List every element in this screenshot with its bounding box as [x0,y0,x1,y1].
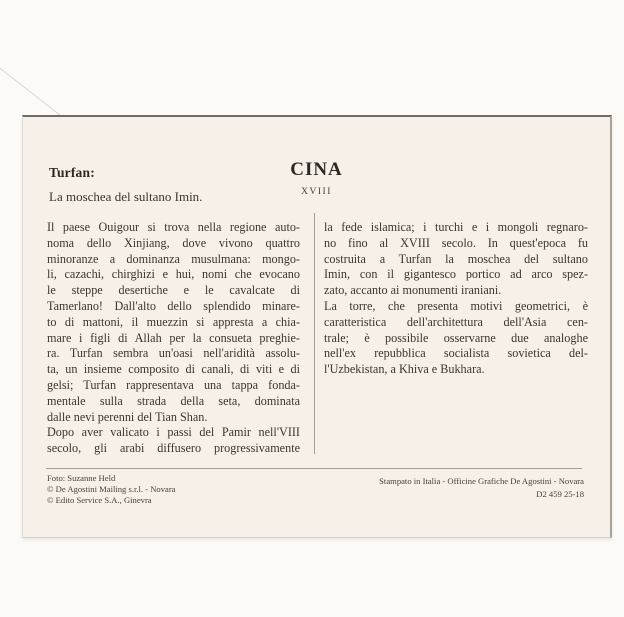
century-label: XVIII [301,187,332,197]
country-title: CINA [290,159,343,180]
footer-rule [46,468,582,469]
text-line: Stampato in Italia - Officine Grafiche De Agostini - Novara [379,476,584,486]
text-line: © Edito Service S.A., Ginevra [47,495,152,505]
text-line: nell'ex repubblica socialista sovietica del- [324,346,588,361]
text-line: l'Uzbekistan, a Khiva e Bukhara. [324,362,485,377]
text-line: Tamerlano! Dall'alto dello splendido minare- [47,298,300,313]
text-line: Il paese Ouigour si trova nella regione auto- [47,220,300,234]
text-line: zato, accanto ai monumenti iraniani. [324,283,502,298]
text-line: minoranze a dominanza musulmana: mongo- [47,251,300,266]
postcard-back [22,115,612,538]
text-line: gelsi; Turfan rappresentava una tappa fonda- [47,377,300,392]
text-line: La torre, che presenta motivi geometrici, è [324,298,588,313]
text-line: to di mattoni, il muezzin si appresta a chia- [47,314,300,329]
text-line: noma dello Xinjiang, dove vivono quattro [47,235,300,250]
printing-info [379,475,584,500]
text-line: li, cazachi, chirghizi e hui, nomi che evocano [47,267,300,282]
region-title: Turfan: [49,165,95,180]
text-line: Foto: Suzanne Held [47,473,116,483]
text-line: Dopo aver valicato i passi del Pamir nell'VIII [47,425,300,440]
body-text-left-column [47,220,300,457]
text-line: ra. Turfan sembra un'oasi nell'aridità assolu- [47,346,300,361]
text-line: ta, un insieme composito di canali, di viti e di [47,362,300,377]
text-line: Imin, con il gigantesco portico ad arco spez- [324,267,588,282]
column-divider [314,213,315,454]
body-text-right-column [324,220,588,378]
text-line: secolo, gli arabi diffusero progressivamente [47,441,300,456]
text-line: le steppe desertiche e le cavalcate di [47,283,300,298]
country-block [23,159,610,197]
card-subtitle: La moschea del sultano Imin. [49,189,203,204]
text-line: no fino al XVIII secolo. In quest'epoca fu [324,235,588,250]
photo-credits [47,473,176,506]
text-line: mare i figli di Allah per la consueta preghie- [47,330,300,345]
text-line: D2 459 25-18 [536,488,584,499]
text-line: dalle nevi perenni del Tian Shan. [47,409,208,424]
text-line: trale; è possibile osservarne due analoghe [324,330,588,345]
text-line: la fede islamica; i turchi e i mongoli regnaro- [324,220,588,234]
text-line: caratteristica dell'architettura dell'Asia cen- [324,314,588,329]
text-line: © De Agostini Mailing s.r.l. - Novara [47,484,176,494]
text-line: costruita a Turfan la moschea del sultano [324,251,588,266]
text-line: mentale sulla strada della seta, dominata [47,393,300,408]
